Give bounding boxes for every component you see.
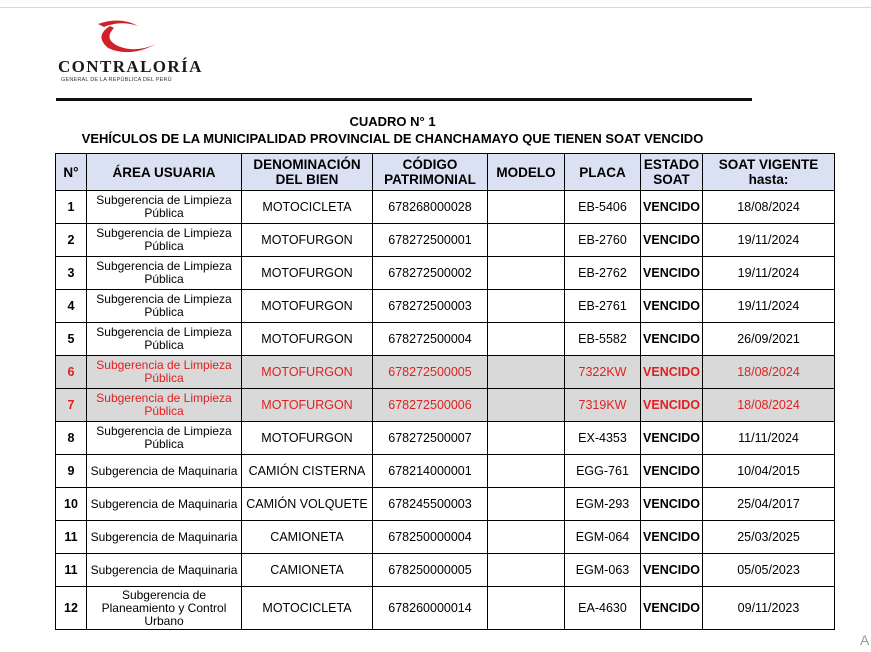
cell-area: Subgerencia de Limpieza Pública xyxy=(87,257,242,290)
cell-num: 10 xyxy=(56,488,87,521)
cell-area: Subgerencia de Maquinaria xyxy=(87,521,242,554)
cell-codigo: 678250000005 xyxy=(373,554,488,587)
cell-placa: EGM-064 xyxy=(565,521,641,554)
contraloria-swoosh-icon xyxy=(90,18,160,58)
header-estado: ESTADO SOAT xyxy=(641,154,703,191)
cell-num: 1 xyxy=(56,191,87,224)
cell-vigente: 19/11/2024 xyxy=(703,290,835,323)
cell-num: 12 xyxy=(56,587,87,630)
cell-vigente: 10/04/2015 xyxy=(703,455,835,488)
document-title: CUADRO N° 1 xyxy=(349,114,436,129)
cell-denominacion: MOTOFURGON xyxy=(242,323,373,356)
cell-codigo: 678250000004 xyxy=(373,521,488,554)
cell-placa: EGM-293 xyxy=(565,488,641,521)
table-row xyxy=(56,488,835,521)
cell-estado: VENCIDO xyxy=(641,323,703,356)
header-codigo: CÓDIGO PATRIMONIAL xyxy=(373,154,488,191)
table-row xyxy=(56,455,835,488)
cell-placa: EB-5582 xyxy=(565,323,641,356)
cell-num: 5 xyxy=(56,323,87,356)
cell-codigo: 678272500002 xyxy=(373,257,488,290)
cell-vigente: 18/08/2024 xyxy=(703,356,835,389)
cell-estado: VENCIDO xyxy=(641,356,703,389)
table-body xyxy=(56,191,835,630)
cell-estado: VENCIDO xyxy=(641,389,703,422)
header-num: N° xyxy=(56,154,87,191)
cell-denominacion: MOTOFURGON xyxy=(242,356,373,389)
cell-codigo: 678260000014 xyxy=(373,587,488,630)
cell-vigente: 11/11/2024 xyxy=(703,422,835,455)
cell-modelo xyxy=(488,290,565,323)
cell-area: Subgerencia de Maquinaria xyxy=(87,554,242,587)
table-row xyxy=(56,290,835,323)
cell-estado: VENCIDO xyxy=(641,488,703,521)
header-placa: PLACA xyxy=(565,154,641,191)
cell-area: Subgerencia de Limpieza Pública xyxy=(87,290,242,323)
cell-vigente: 19/11/2024 xyxy=(703,257,835,290)
cell-denominacion: MOTOFURGON xyxy=(242,257,373,290)
cell-codigo: 678214000001 xyxy=(373,455,488,488)
cell-area: Subgerencia de Limpieza Pública xyxy=(87,422,242,455)
cell-vigente: 25/04/2017 xyxy=(703,488,835,521)
cell-codigo: 678272500001 xyxy=(373,224,488,257)
cell-placa: EB-2761 xyxy=(565,290,641,323)
table-row xyxy=(56,257,835,290)
edge-character: A xyxy=(860,632,870,648)
cell-codigo: 678272500004 xyxy=(373,323,488,356)
cell-estado: VENCIDO xyxy=(641,554,703,587)
cell-num: 7 xyxy=(56,389,87,422)
cell-placa: EB-5406 xyxy=(565,191,641,224)
cell-area: Subgerencia de Maquinaria xyxy=(87,488,242,521)
cell-placa: 7319KW xyxy=(565,389,641,422)
cell-estado: VENCIDO xyxy=(641,290,703,323)
viewer-top-bar xyxy=(0,0,871,8)
cell-num: 4 xyxy=(56,290,87,323)
header-vigente: SOAT VIGENTE hasta: xyxy=(703,154,835,191)
cell-codigo: 678272500006 xyxy=(373,389,488,422)
cell-vigente: 25/03/2025 xyxy=(703,521,835,554)
cell-estado: VENCIDO xyxy=(641,521,703,554)
cell-estado: VENCIDO xyxy=(641,224,703,257)
header-denominacion: DENOMINACIÓN DEL BIEN xyxy=(242,154,373,191)
header-rule xyxy=(56,98,752,101)
cell-num: 6 xyxy=(56,356,87,389)
cell-denominacion: CAMIONETA xyxy=(242,554,373,587)
cell-placa: 7322KW xyxy=(565,356,641,389)
cell-vigente: 19/11/2024 xyxy=(703,224,835,257)
cell-area: Subgerencia de Planeamiento y Control Urbano xyxy=(87,587,242,630)
cell-modelo xyxy=(488,422,565,455)
cell-denominacion: CAMIÓN VOLQUETE xyxy=(242,488,373,521)
table-header-row xyxy=(56,154,835,191)
table-row xyxy=(56,422,835,455)
cell-modelo xyxy=(488,554,565,587)
contraloria-logo xyxy=(56,18,216,88)
table-row xyxy=(56,191,835,224)
header-modelo: MODELO xyxy=(488,154,565,191)
cell-modelo xyxy=(488,323,565,356)
cell-modelo xyxy=(488,191,565,224)
cell-num: 3 xyxy=(56,257,87,290)
cell-denominacion: MOTOCICLETA xyxy=(242,191,373,224)
cell-denominacion: CAMIONETA xyxy=(242,521,373,554)
cell-num: 8 xyxy=(56,422,87,455)
cell-estado: VENCIDO xyxy=(641,257,703,290)
cell-vigente: 18/08/2024 xyxy=(703,389,835,422)
cell-codigo: 678272500007 xyxy=(373,422,488,455)
logo-subtitle: GENERAL DE LA REPÚBLICA DEL PERÚ xyxy=(61,77,172,83)
cell-denominacion: MOTOCICLETA xyxy=(242,587,373,630)
cell-codigo: 678272500003 xyxy=(373,290,488,323)
cell-modelo xyxy=(488,455,565,488)
cell-estado: VENCIDO xyxy=(641,587,703,630)
cell-denominacion: CAMIÓN CISTERNA xyxy=(242,455,373,488)
table-row xyxy=(56,389,835,422)
cell-placa: EB-2760 xyxy=(565,224,641,257)
vehicles-table xyxy=(55,153,835,630)
cell-denominacion: MOTOFURGON xyxy=(242,224,373,257)
cell-area: Subgerencia de Maquinaria xyxy=(87,455,242,488)
cell-vigente: 05/05/2023 xyxy=(703,554,835,587)
cell-modelo xyxy=(488,224,565,257)
cell-num: 11 xyxy=(56,554,87,587)
cell-area: Subgerencia de Limpieza Pública xyxy=(87,389,242,422)
logo-name: CONTRALORÍA xyxy=(58,57,203,76)
cell-area: Subgerencia de Limpieza Pública xyxy=(87,191,242,224)
cell-denominacion: MOTOFURGON xyxy=(242,389,373,422)
cell-vigente: 09/11/2023 xyxy=(703,587,835,630)
cell-placa: EGG-761 xyxy=(565,455,641,488)
cell-estado: VENCIDO xyxy=(641,422,703,455)
header-area: ÁREA USUARIA xyxy=(87,154,242,191)
cell-area: Subgerencia de Limpieza Pública xyxy=(87,323,242,356)
cell-codigo: 678245500003 xyxy=(373,488,488,521)
cell-vigente: 26/09/2021 xyxy=(703,323,835,356)
cell-estado: VENCIDO xyxy=(641,191,703,224)
cell-modelo xyxy=(488,587,565,630)
cell-placa: EGM-063 xyxy=(565,554,641,587)
cell-codigo: 678272500005 xyxy=(373,356,488,389)
cell-denominacion: MOTOFURGON xyxy=(242,422,373,455)
table-row xyxy=(56,356,835,389)
cell-num: 11 xyxy=(56,521,87,554)
table-row xyxy=(56,587,835,630)
cell-placa: EX-4353 xyxy=(565,422,641,455)
table-row xyxy=(56,521,835,554)
cell-modelo xyxy=(488,521,565,554)
table-row xyxy=(56,224,835,257)
table-row xyxy=(56,323,835,356)
cell-estado: VENCIDO xyxy=(641,455,703,488)
cell-area: Subgerencia de Limpieza Pública xyxy=(87,356,242,389)
document-subtitle: VEHÍCULOS DE LA MUNICIPALIDAD PROVINCIAL DE CHANCHAMAYO QUE TIENEN SOAT VENCIDO xyxy=(81,131,704,146)
cell-denominacion: MOTOFURGON xyxy=(242,290,373,323)
cell-modelo xyxy=(488,356,565,389)
cell-codigo: 678268000028 xyxy=(373,191,488,224)
cell-vigente: 18/08/2024 xyxy=(703,191,835,224)
cell-placa: EA-4630 xyxy=(565,587,641,630)
cell-modelo xyxy=(488,488,565,521)
cell-num: 2 xyxy=(56,224,87,257)
cell-area: Subgerencia de Limpieza Pública xyxy=(87,224,242,257)
cell-placa: EB-2762 xyxy=(565,257,641,290)
cell-num: 9 xyxy=(56,455,87,488)
cell-modelo xyxy=(488,257,565,290)
cell-modelo xyxy=(488,389,565,422)
table-row xyxy=(56,554,835,587)
